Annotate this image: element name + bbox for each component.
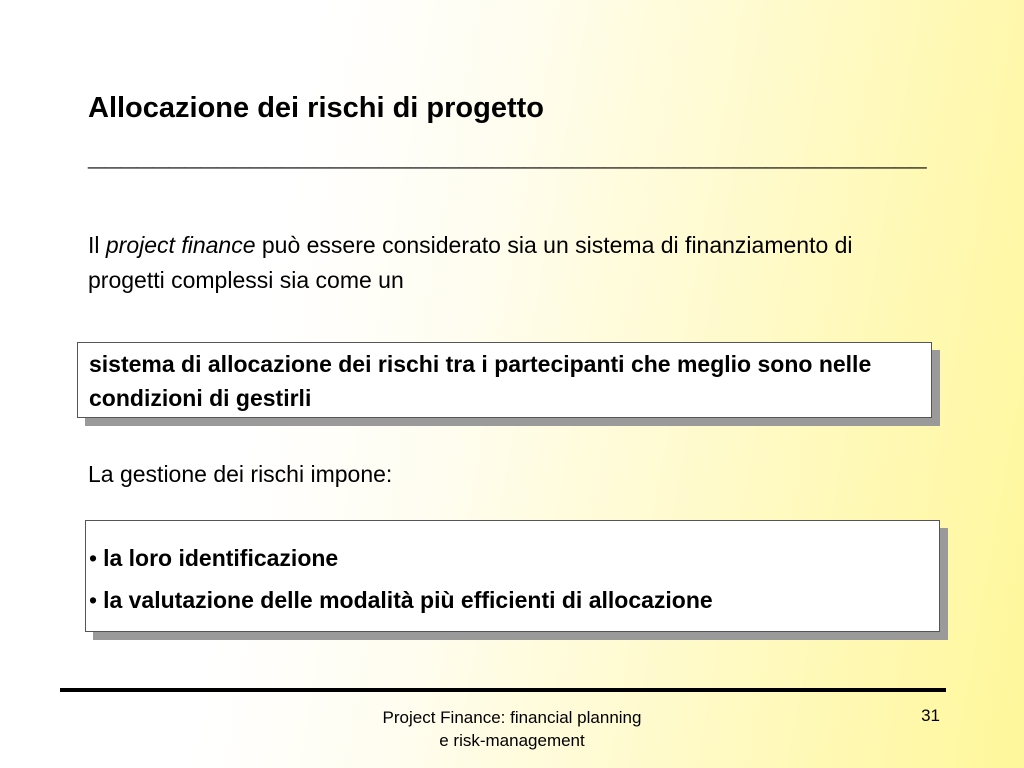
bullet-item [89, 545, 338, 572]
footer-line-1: Project Finance: financial planning [382, 708, 642, 727]
page-number: 31 [921, 706, 940, 725]
highlight-box-text: sistema di allocazione dei rischi tra i partecipanti che meglio sono nelle condizioni di gestirli [89, 351, 872, 411]
bullet-icon: • [89, 545, 98, 571]
intro-rest: può essere considerato sia un sistema di finanziamento di progetti complessi sia come un [88, 232, 853, 293]
intro-prefix: Il [88, 232, 106, 258]
footer-divider [60, 688, 946, 692]
bullet-item [89, 587, 713, 614]
intro-emphasis: project finance [105, 232, 256, 258]
bullet-box [85, 520, 940, 632]
slide-title: Allocazione dei rischi di progetto [88, 92, 544, 124]
highlight-box [77, 342, 932, 418]
footer-caption [330, 706, 694, 752]
bullet-item-text: la valutazione delle modalità più efficienti di allocazione [103, 587, 713, 613]
footer-line-2: e risk-management [439, 731, 585, 750]
title-underline: ____________________________________________________ [88, 140, 927, 172]
bullet-item-text: la loro identificazione [103, 545, 339, 571]
intro-paragraph [88, 228, 888, 298]
bullet-icon: • [89, 587, 98, 613]
subheading: La gestione dei rischi impone: [88, 461, 393, 487]
